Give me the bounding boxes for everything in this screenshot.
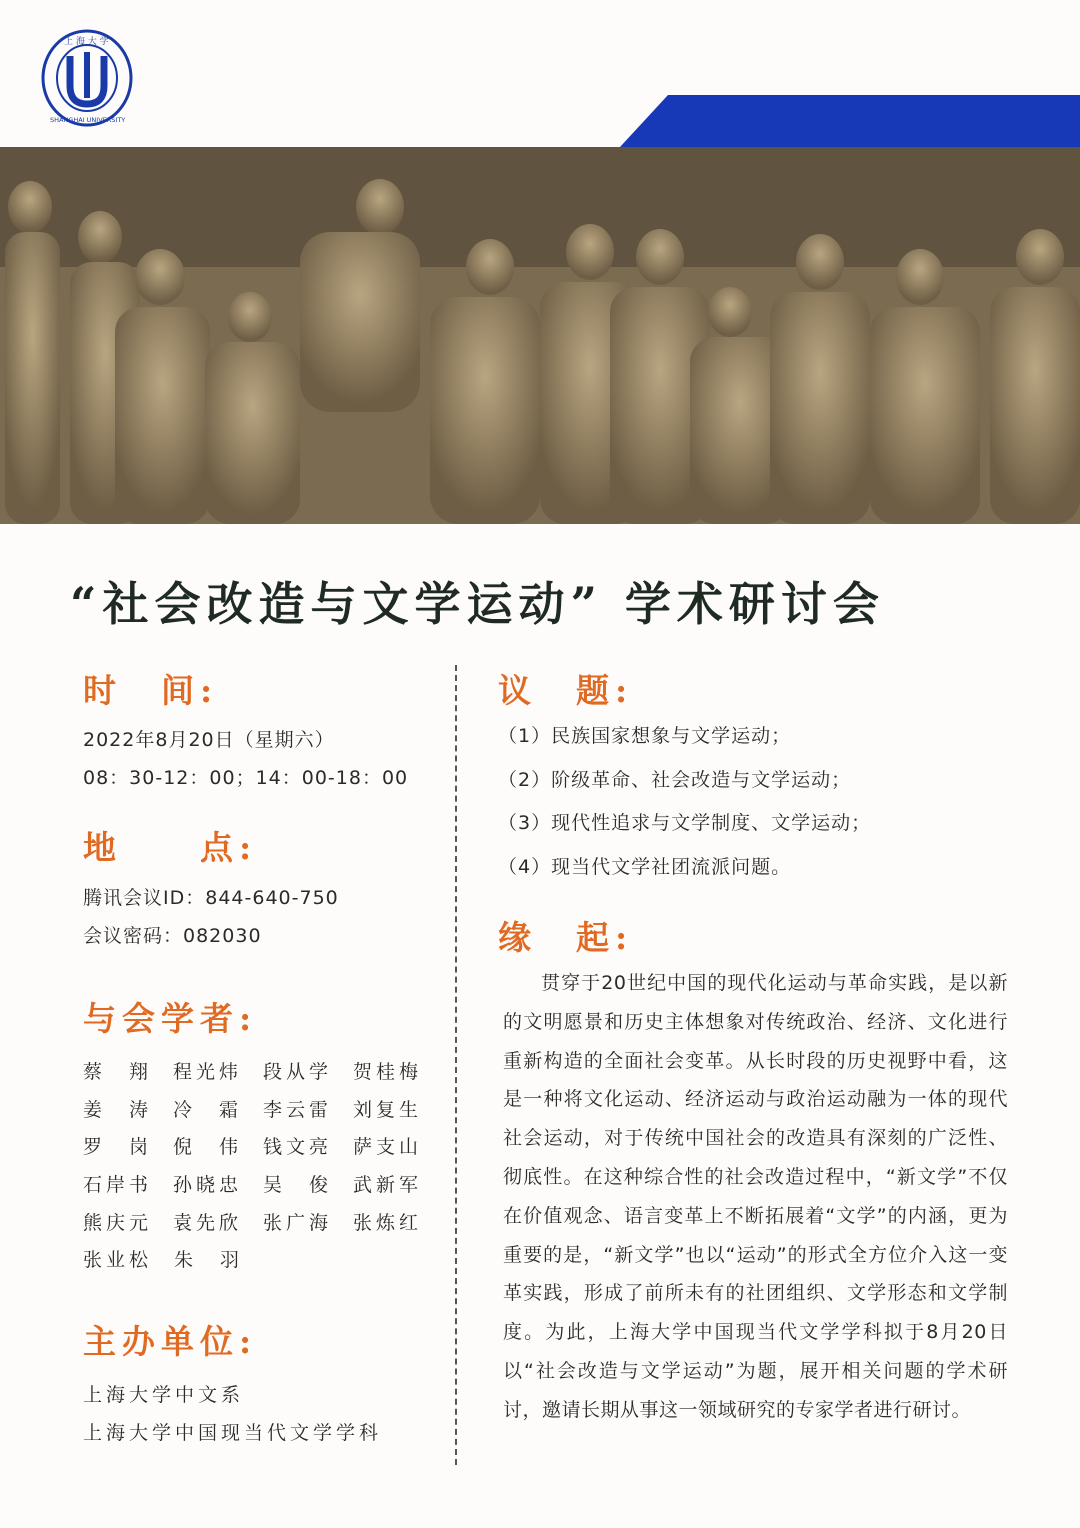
scholar-name: 武新军 (353, 1174, 423, 1197)
scholar-name: 程光炜 (173, 1061, 243, 1084)
scholars-row (83, 1127, 443, 1165)
scholar-name: 孙晓忠 (173, 1174, 243, 1197)
scholar-name: 熊庆元 (83, 1211, 153, 1234)
scholar-name: 张业松 (83, 1249, 153, 1272)
scholar-name: 萨支山 (353, 1136, 423, 1159)
scholar-name: 张炼红 (353, 1211, 423, 1234)
svg-text:SHANGHAI UNIVERSITY: SHANGHAI UNIVERSITY (50, 116, 126, 124)
scholar-name: 刘复生 (353, 1098, 423, 1121)
origin-paragraph: 贯穿于20世纪中国的现代化运动与革命实践，是以新的文明愿景和历史主体想象对传统政治、经济、文化进行重新构造的全面社会变革。从长时段的历史视野中看，这是一种将文化运动、经济运动与政治运动融为一体的现代社会运动，对于传统中国社会的改造具有深刻的广泛性、彻底性。在这种综合性的社会改造过程中，“新文学”不仅在价值观念、语言变革上不断拓展着“文学”的内涵，更为重要的是，“新文学”也以“运动”的形式全方位介入这一变革实践，形成了前所未有的社团组织、文学形态和文学制度。为此，上海大学中国现当代文学学科拟于8月20日以“社会改造与文学运动”为题，展开相关问题的学术研讨，邀请长期从事这一领域研究的专家学者进行研讨。 (503, 972, 1008, 1421)
scholar-name: 朱 羽 (174, 1249, 244, 1272)
scholar-name: 姜 涛 (83, 1098, 153, 1121)
shanghai-university-logo (40, 28, 134, 128)
scholars-row (83, 1090, 443, 1128)
scholar-name: 罗 岗 (83, 1136, 153, 1159)
topic-item: （1）民族国家想象与文学运动； (498, 725, 792, 747)
scholar-name: 冷 霜 (173, 1098, 243, 1121)
scholar-name: 吴 俊 (263, 1174, 333, 1197)
scholars-list (83, 1052, 443, 1278)
event-title: “社会改造与文学运动” 学术研讨会 (70, 577, 885, 631)
organizers-heading: 主办单位: (83, 1322, 258, 1361)
scholar-name: 张广海 (263, 1211, 333, 1234)
scholars-row (83, 1165, 443, 1203)
organizer-item: 上海大学中国现当代文学学科 (83, 1422, 383, 1444)
scholar-name: 石岸书 (83, 1174, 153, 1197)
scholar-name: 蔡 翔 (83, 1061, 153, 1084)
scholar-name: 倪 伟 (173, 1136, 243, 1159)
origin-heading: 缘 起: (498, 918, 634, 957)
event-date: 2022年8月20日（星期六） (83, 729, 335, 751)
time-heading: 时 间: (83, 671, 219, 710)
scholar-name: 贺桂梅 (353, 1061, 423, 1084)
scholar-name: 段从学 (263, 1061, 333, 1084)
topics-heading: 议 题: (498, 671, 634, 710)
scholars-row (83, 1240, 443, 1278)
meeting-password: 会议密码：082030 (83, 925, 262, 947)
organizer-item: 上海大学中文系 (83, 1384, 245, 1406)
column-divider (455, 665, 457, 1465)
scholars-row (83, 1052, 443, 1090)
scholar-name: 钱文亮 (263, 1136, 333, 1159)
scholar-name: 袁先欣 (173, 1211, 243, 1234)
relief-sculpture-image (0, 147, 1080, 524)
topic-item: （4）现当代文学社团流派问题。 (498, 855, 792, 878)
scholars-row (83, 1202, 443, 1240)
topics-list (498, 721, 871, 895)
scholar-name: 李云雷 (263, 1098, 333, 1121)
location-heading: 地 点: (83, 828, 258, 867)
event-hours: 08：30-12：00；14：00-18：00 (83, 767, 409, 789)
header-accent-band (620, 95, 1080, 147)
scholars-heading: 与会学者: (83, 999, 258, 1038)
meeting-id: 腾讯会议ID：844-640-750 (83, 887, 339, 909)
svg-text:上 海 大 学: 上 海 大 学 (64, 37, 109, 47)
topic-item: （3）现代性追求与文学制度、文学运动； (498, 812, 872, 834)
topic-item: （2）阶级革命、社会改造与文学运动； (498, 768, 852, 791)
